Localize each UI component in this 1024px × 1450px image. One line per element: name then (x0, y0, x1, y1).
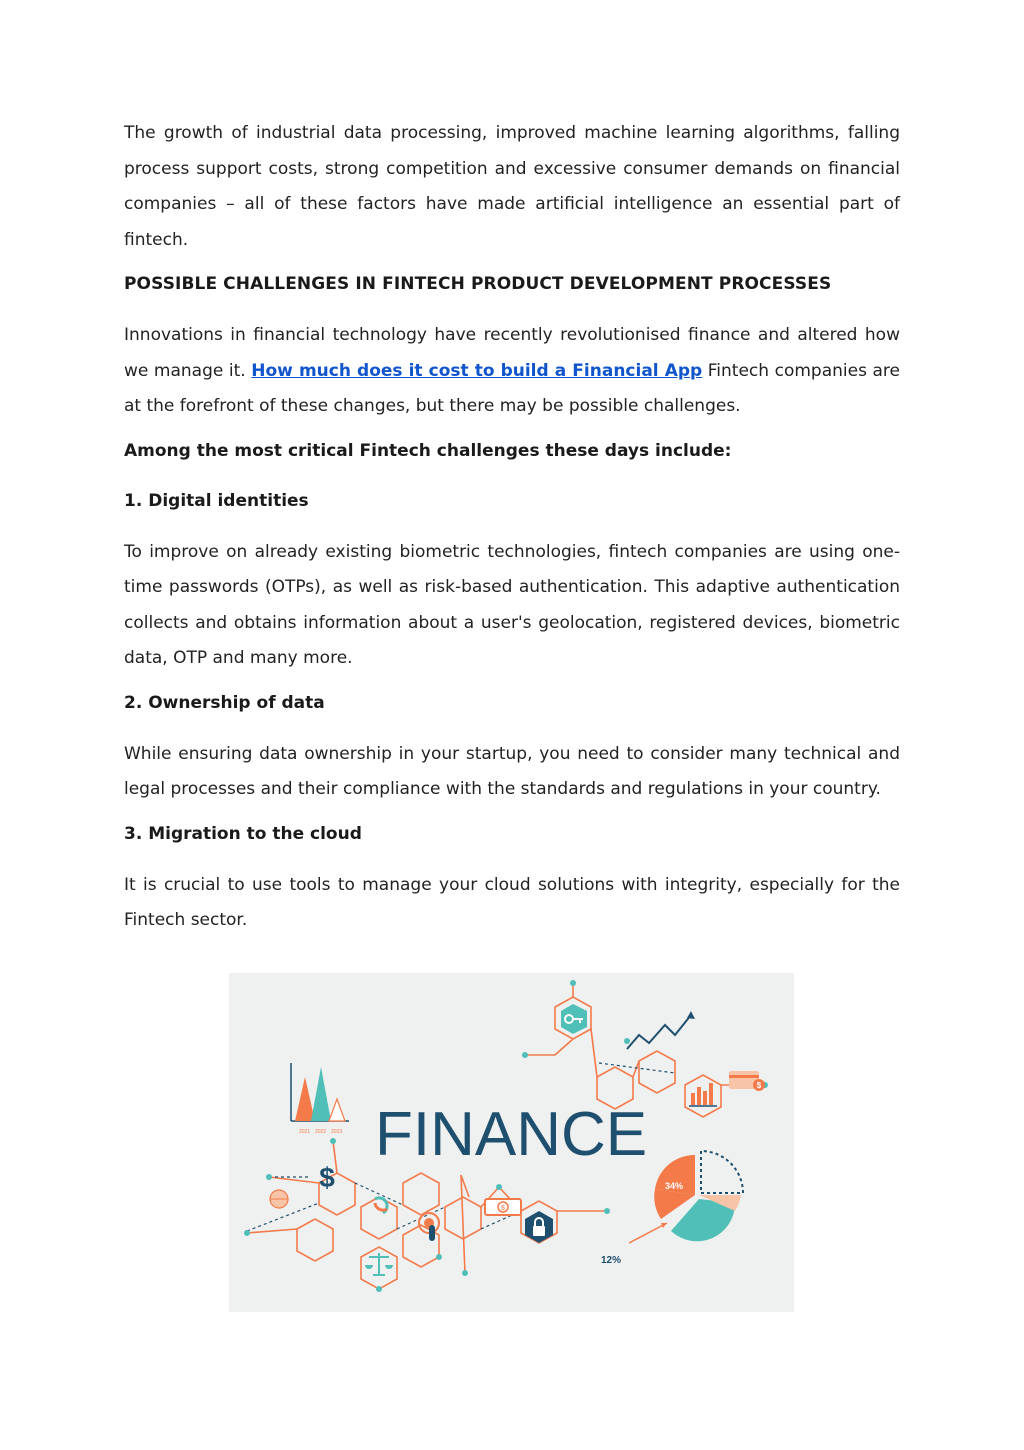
key-icon (561, 1004, 587, 1034)
banknote-icon (485, 1199, 521, 1215)
card-dollar-icon (729, 1071, 765, 1091)
triangle-chart-icon (291, 1063, 349, 1135)
finance-illustration (229, 973, 794, 1312)
refresh-icon (375, 1198, 387, 1213)
section-heading-migration-to-cloud: 3. Migration to the cloud (124, 823, 362, 844)
svg-text:$: $ (756, 1081, 762, 1090)
innovations-text-end: Fintech companies are at the forefront of these changes, but there may be possible challenges. (124, 360, 900, 416)
challenges-heading: POSSIBLE CHALLENGES IN FINTECH PRODUCT DEVELOPMENT PROCESSES (124, 274, 832, 294)
document-body (124, 116, 900, 939)
critical-challenges-heading: Among the most critical Fintech challenges these days include: (124, 440, 732, 461)
globe-icon (270, 1190, 288, 1208)
touch-icon (419, 1213, 439, 1241)
dollar-icon: $ (319, 1162, 335, 1193)
pie-label-34: 34% (665, 1181, 684, 1191)
svg-text:$: $ (501, 1205, 505, 1212)
section-heading-digital-identities: 1. Digital identities (124, 490, 309, 511)
innovations-text-start: Innovations in financial technology have recently revolutionised finance and altered how we manage it. (124, 325, 900, 381)
mini-chart-label-2023: 2023 (331, 1129, 343, 1135)
section-text-digital-identities: To improve on already existing biometric technologies, fintech companies are using one-time passwords (OTPs), as well as risk-based authentication. This adaptive authentication collects and obtains information about a user's geolocation, registered devices, biometric data, OTP and many more. (124, 541, 900, 668)
pie-label-12: 12% (601, 1255, 622, 1266)
trend-line-icon (627, 1015, 691, 1049)
section-heading-ownership-of-data: 2. Ownership of data (124, 692, 325, 713)
innovations-paragraph (124, 318, 900, 425)
section-text-migration-to-cloud: It is crucial to use tools to manage your cloud solutions with integrity, especially for the Fintech sector. (124, 874, 900, 930)
financial-app-cost-link[interactable]: How much does it cost to build a Financial App (251, 360, 703, 381)
mini-chart-label-2021: 2021 (299, 1129, 311, 1135)
bar-chart-icon (689, 1083, 717, 1106)
scales-icon (365, 1253, 393, 1275)
mini-chart-label-2022: 2022 (315, 1129, 327, 1135)
section-text-ownership-of-data: While ensuring data ownership in your startup, you need to consider many technical and legal processes and their compliance with the standards and regulations in your country. (124, 743, 900, 799)
intro-paragraph: The growth of industrial data processing, improved machine learning algorithms, falling process support costs, strong competition and excessive consumer demands on financial companies – all of these factors have made artificial intelligence an essential part of fintech. (124, 123, 900, 250)
finance-title: FINANCE (375, 1100, 648, 1169)
